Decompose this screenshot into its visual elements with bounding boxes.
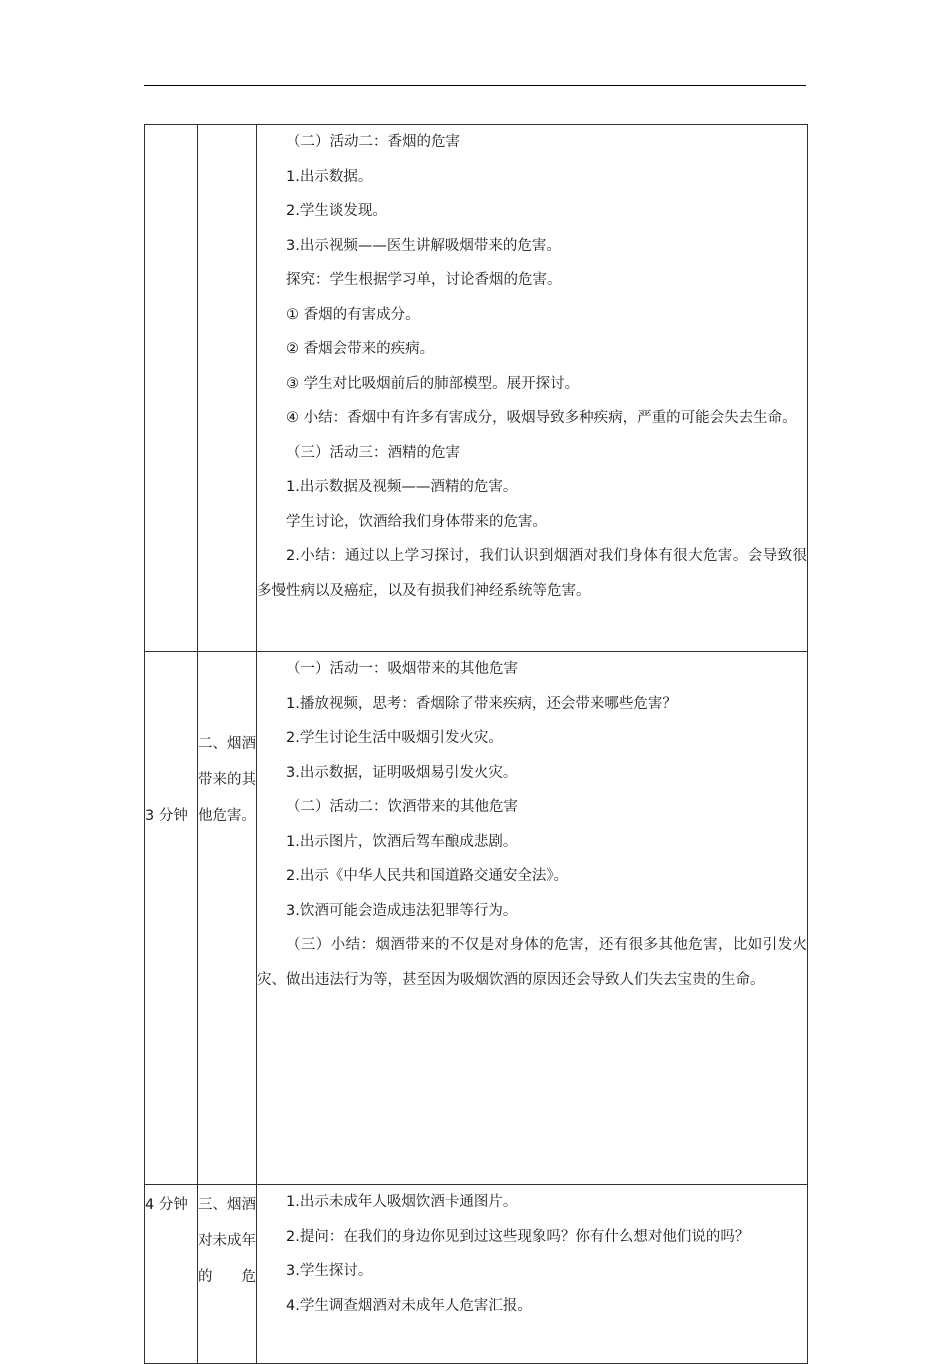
content-line: 3.饮酒可能会造成违法犯罪等行为。 [286,902,518,919]
step-cell: 二、烟酒带来的其他危害。 [198,652,257,1185]
time-cell [145,125,198,652]
content-line: 2.出示《中华人民共和国道路交通安全法》。 [286,868,569,884]
table-row [145,652,808,1185]
header-rule [144,85,806,86]
content-line: （三）活动三：酒精的危害 [286,444,460,461]
content-line: ② 香烟会带来的疾病。 [286,341,435,357]
time-cell: 4 分钟 [145,1185,198,1364]
content-line: 1.播放视频，思考：香烟除了带来疾病，还会带来哪些危害？ [286,695,677,712]
content-line: （三）小结：烟酒带来的不仅是对身体的危害，还有很多其他危害，比如引发火灾、做出违法行为等，甚至因为吸烟饮酒的原因还会导致人们失去宝贵的生命。 [257,937,807,988]
content-line: 4.学生调查烟酒对未成年人危害汇报。 [286,1297,532,1314]
content-line: 3.学生探讨。 [286,1263,373,1279]
time-cell: 3 分钟 [145,652,198,1185]
content-line: 2.提问：在我们的身边你见到过这些现象吗？你有什么想对他们说的吗？ [286,1228,750,1245]
content-line: ④ 小结：香烟中有许多有害成分，吸烟导致多种疾病，严重的可能会失去生命。 [286,410,797,426]
table-row [145,1185,808,1364]
content-line: 探究：学生根据学习单，讨论香烟的危害。 [286,272,562,288]
table-row [145,125,808,652]
lesson-plan-table [144,124,808,1364]
content-line: 学生讨论，饮酒给我们身体带来的危害。 [286,513,547,530]
content-cell [257,125,808,652]
content-line: （二）活动二：饮酒带来的其他危害 [286,799,518,815]
step-cell [198,125,257,652]
content-line: （二）活动二：香烟的危害 [286,134,460,150]
content-line: 3.出示视频——医生讲解吸烟带来的危害。 [286,237,561,254]
content-line: 2.小结：通过以上学习探讨，我们认识到烟酒对我们身体有很大危害。会导致很多慢性病以及癌症，以及有损我们神经系统等危害。 [257,548,807,599]
content-line: 2.学生讨论生活中吸烟引发火灾。 [286,730,503,746]
content-line: ③ 学生对比吸烟前后的肺部模型。展开探讨。 [286,375,580,392]
content-cell [257,652,808,1185]
content-line: 1.出示数据。 [286,168,373,185]
content-line: 1.出示图片，饮酒后驾车酿成悲剧。 [286,833,518,850]
content-line: 1.出示未成年人吸烟饮酒卡通图片。 [286,1194,518,1210]
content-line: 2.学生谈发现。 [286,203,387,219]
content-line: ① 香烟的有害成分。 [286,306,420,323]
content-cell [257,1185,808,1364]
content-line: 3.出示数据，证明吸烟易引发火灾。 [286,764,518,781]
step-cell: 三、烟酒对未成年的危 [198,1185,257,1364]
content-line: （一）活动一：吸烟带来的其他危害 [286,661,518,677]
content-line: 1.出示数据及视频——酒精的危害。 [286,479,518,495]
